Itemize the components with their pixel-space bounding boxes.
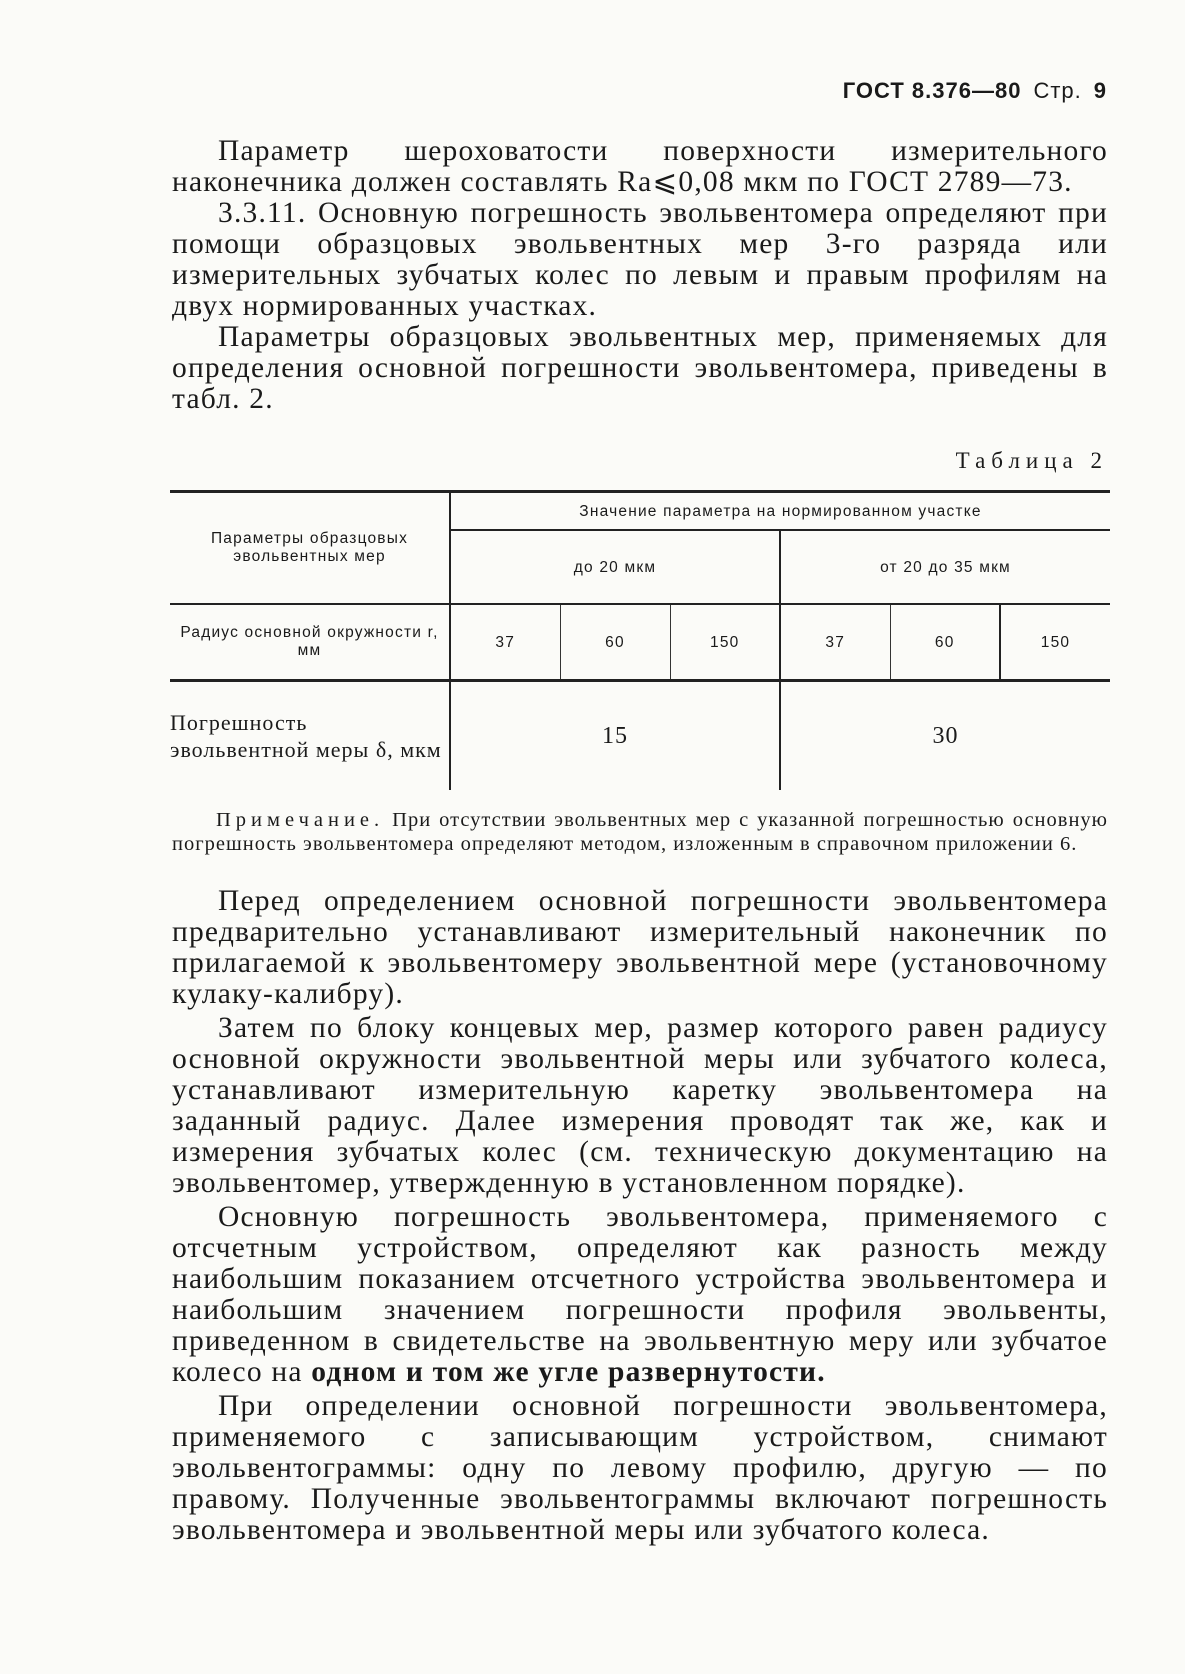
page-number: 9 (1093, 78, 1107, 103)
page-label: Стр. (1033, 78, 1082, 103)
note-label: Примечание. (216, 809, 385, 831)
page-header (843, 78, 1107, 104)
paragraph-reading-device (172, 1202, 1108, 1388)
table-2 (170, 490, 1110, 790)
table-row-error-label: Погрешность эвольвентной меры δ, мкм (170, 681, 450, 791)
paragraph-table-ref: Параметры образцовых эвольвентных мер, применяемых для определения основной погрешности эвольвентомера, приведены в табл. 2. (172, 321, 1108, 415)
table-range-2: от 20 до 35 мкм (780, 530, 1110, 604)
table-caption: Таблица 2 (955, 448, 1108, 473)
table-cell: 150 (1000, 604, 1110, 681)
table-cell: 60 (560, 604, 670, 681)
table-header-left: Параметры образцовых эвольвентных мер (170, 492, 450, 605)
paragraph-3-3-11: 3.3.11. Основную погрешность эвольвентомера определяют при помощи образцовых эвольвентных мер 3-го разряда или измерительных зубчатых колес по левым и правым профилям на двух нормированных участках. (172, 197, 1108, 322)
table-header-group: Значение параметра на нормированном участке (450, 492, 1110, 531)
page-body (172, 136, 1108, 1546)
table-cell: 150 (670, 604, 780, 681)
table-range-1: до 20 мкм (450, 530, 780, 604)
table-cell: 37 (780, 604, 890, 681)
paragraph-gauge-block: Затем по блоку концевых мер, размер которого равен радиусу основной окружности эвольвентной меры или зубчатого колеса, устанавливают измерительную каретку эвольвентомера на заданный радиус. Далее измерения проводят так же, как и измерения зубчатых колес (см. техническую документацию на эвольвентомер, утвержденную в установленном порядке). (172, 1012, 1108, 1199)
table-cell: 60 (890, 604, 1000, 681)
standard-number: ГОСТ 8.376—80 (842, 78, 1022, 103)
table-row-radius-label: Радиус основной окружности r, мм (170, 604, 450, 681)
table-cell: 15 (450, 681, 780, 791)
paragraph-before-determination: Перед определением основной погрешности эвольвентомера предварительно устанавливают измерительный наконечник по прилагаемой к эвольвентомеру эвольвентной мере (установочному кулаку-калибру). (172, 885, 1108, 1010)
paragraph-recording-device: При определении основной погрешности эвольвентомера, применяемого с записывающим устройством, снимают эвольвентограммы: одну по левому профилю, другую — по правому. Полученные эвольвентограммы включают погрешность эвольвентомера и эвольвентной меры или зубчатого колеса. (172, 1390, 1108, 1546)
paragraph-reading-device-text: Основную погрешность эвольвентомера, применяемого с отсчетным устройством, определяют как разность между наибольшим показанием отсчетного устройства эвольвентомера и наибольшим значением погрешности профиля эвольвенты, приведенном в свидетельстве на эвольвентную меру или зубчатое колесо на (172, 1201, 1108, 1388)
table-cell: 37 (450, 604, 560, 681)
paragraph-roughness: Параметр шероховатости поверхности измерительного наконечника должен составлять Ra⩽0,08 мкм по ГОСТ 2789—73. (172, 135, 1108, 198)
table-cell: 30 (780, 681, 1110, 791)
note-text: При отсутствии эвольвентных мер с указанной погрешностью основную погрешность эвольвентомера определяют методом, изложенным в справочном приложении 6. (172, 809, 1108, 855)
paragraph-reading-device-bold: одном и том же угле развернутости. (311, 1356, 826, 1388)
table-note (172, 808, 1108, 856)
